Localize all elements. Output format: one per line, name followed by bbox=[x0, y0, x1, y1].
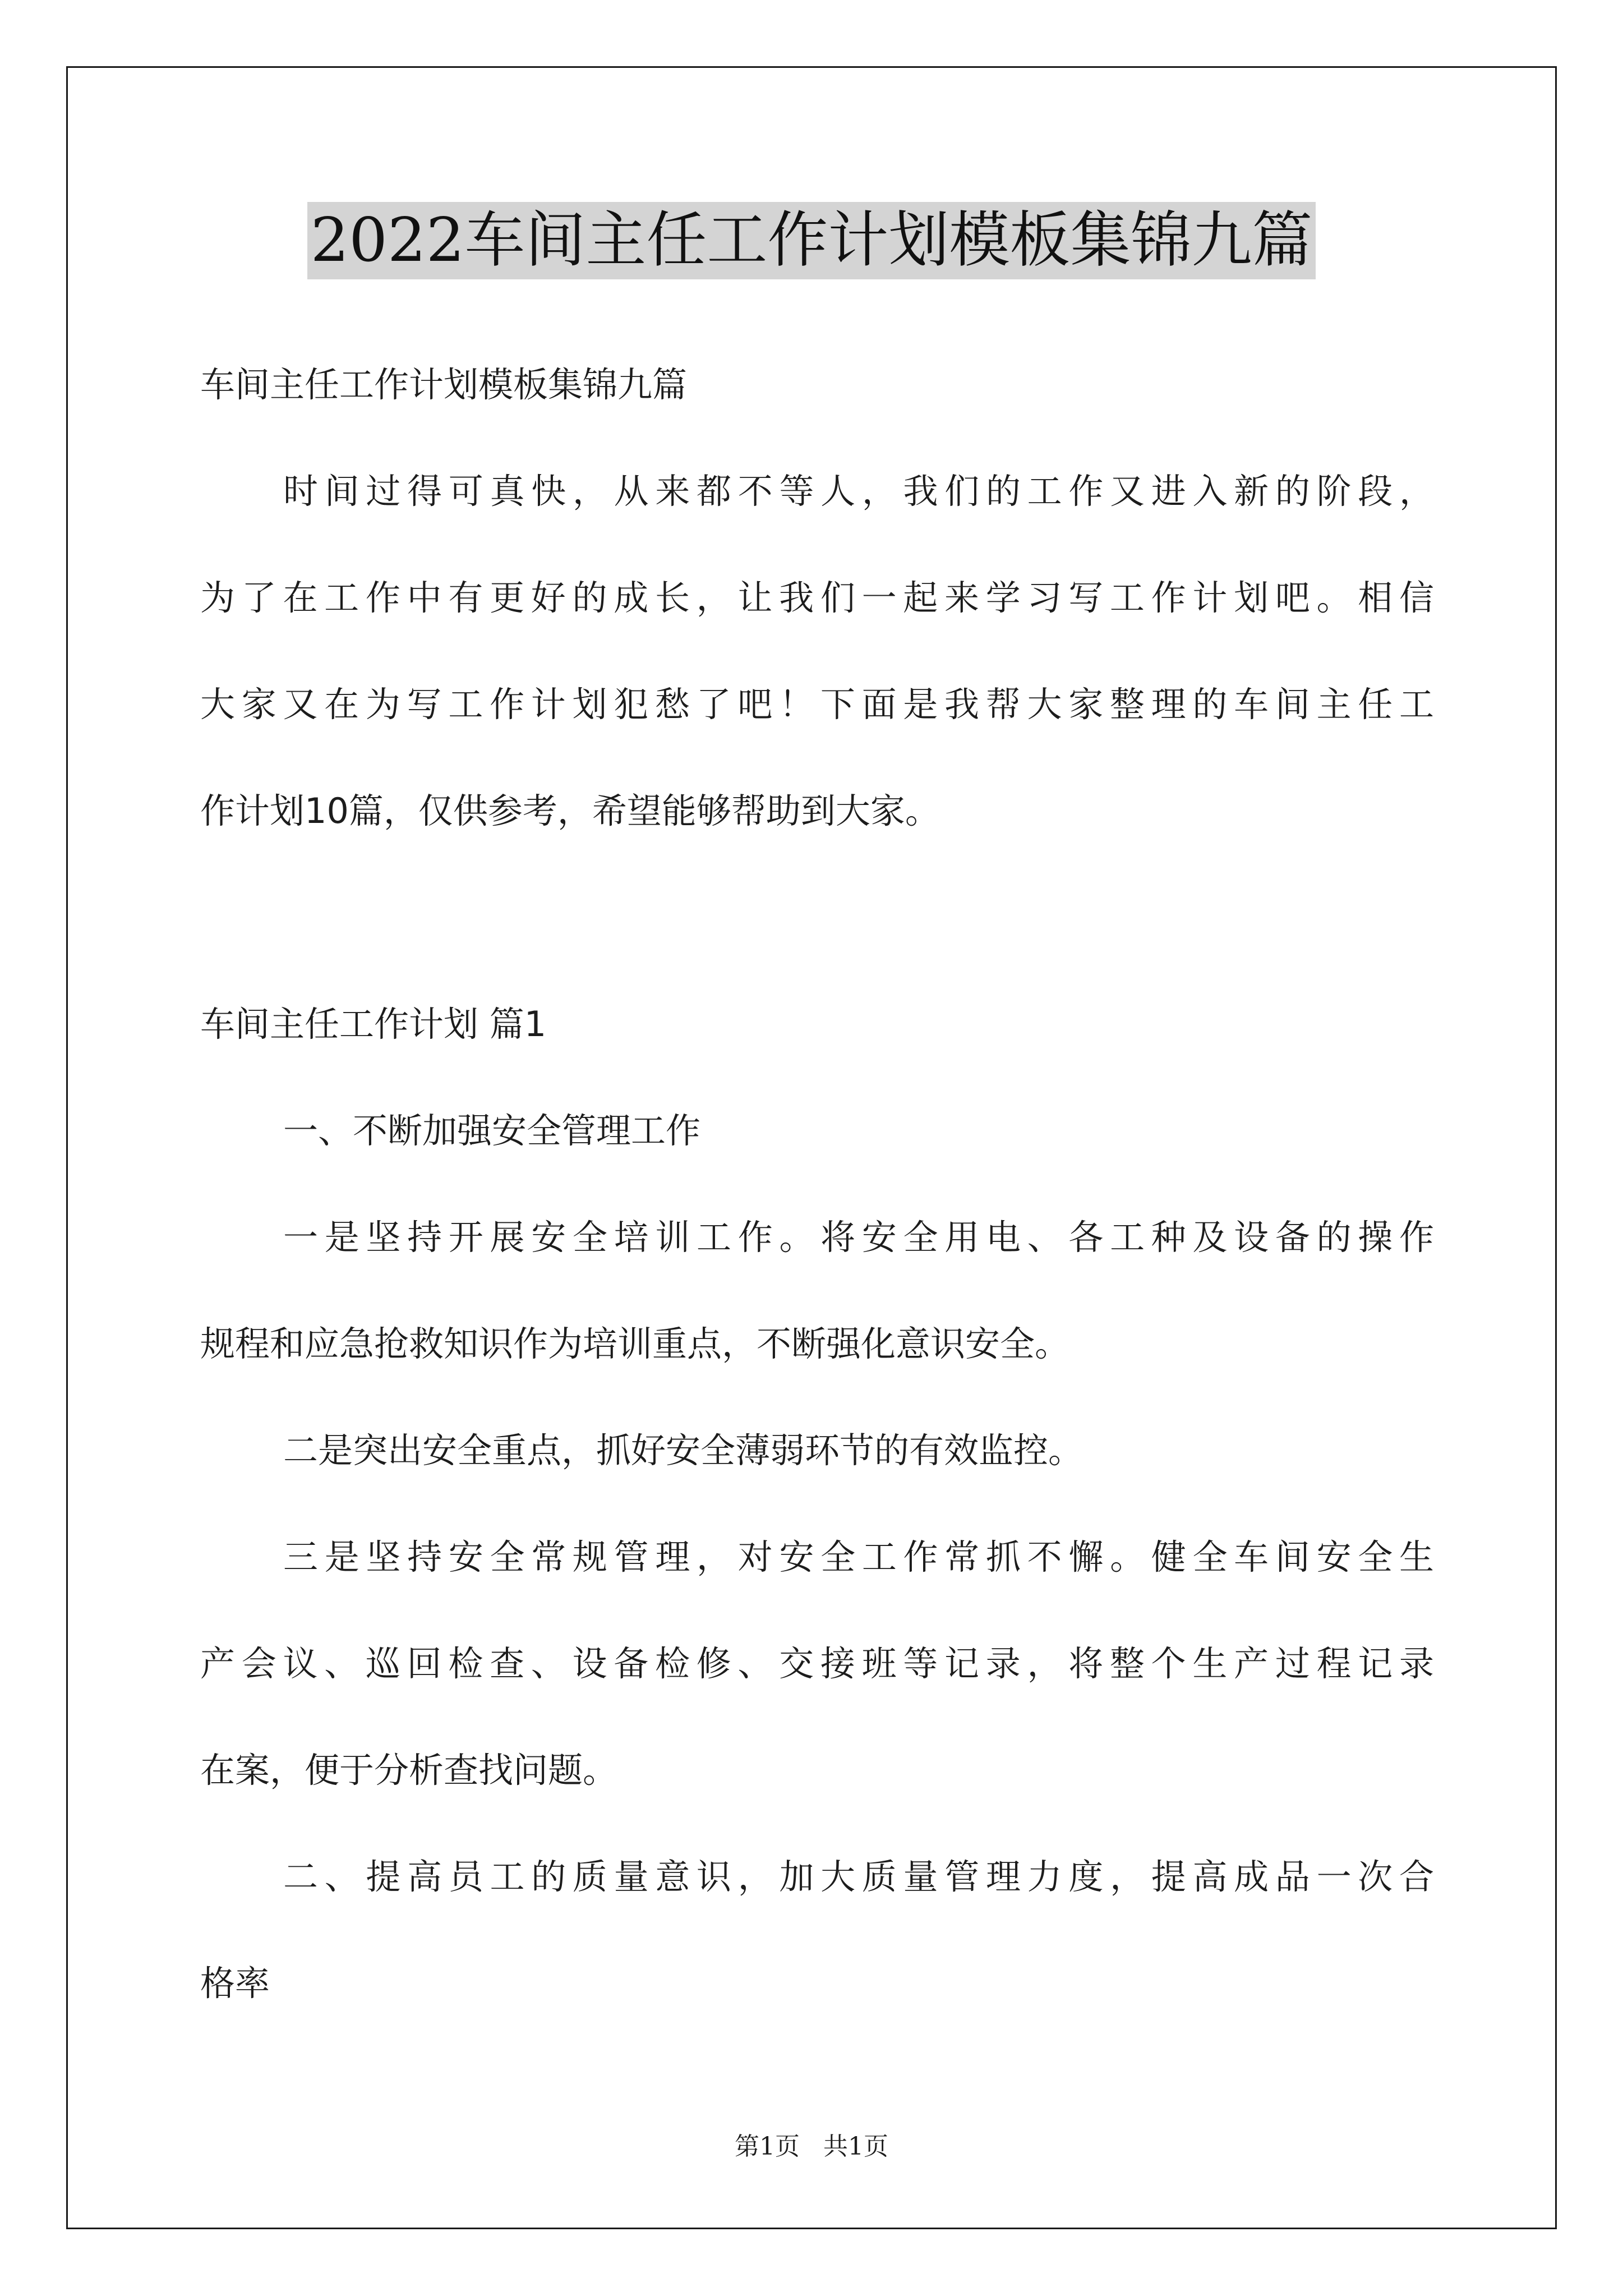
paragraph-line: 一是坚持开展安全培训工作。将安全用电、各工种及设备的操作 bbox=[283, 1217, 1434, 1258]
paragraph-line: 时间过得可真快，从来都不等人，我们的工作又进入新的阶段， bbox=[283, 471, 1434, 512]
paragraph-line: 为了在工作中有更好的成长，让我们一起来学习写工作计划吧。相信 bbox=[200, 577, 1434, 618]
paragraph-line: 在案，便于分析查找问题。 bbox=[200, 1750, 618, 1791]
paragraph-line: 规程和应急抢救知识作为培训重点，不断强化意识安全。 bbox=[200, 1323, 1070, 1364]
paragraph-line: 大家又在为写工作计划犯愁了吧！下面是我帮大家整理的车间主任工 bbox=[200, 684, 1434, 725]
paragraph-line: 作计划10篇，仅供参考，希望能够帮助到大家。 bbox=[200, 790, 940, 831]
subtitle-line: 车间主任工作计划模板集锦九篇 bbox=[200, 364, 688, 405]
paragraph-line: 二、提高员工的质量意识，加大质量管理力度，提高成品一次合 bbox=[283, 1856, 1434, 1897]
paragraph-line: 三是坚持安全常规管理，对安全工作常抓不懈。健全车间安全生 bbox=[283, 1536, 1434, 1577]
page-footer: 第1页 共1页 bbox=[735, 2132, 888, 2161]
paragraph-line: 格率 bbox=[200, 1963, 270, 2004]
paragraph-line: 产会议、巡回检查、设备检修、交接班等记录，将整个生产过程记录 bbox=[200, 1643, 1434, 1684]
document-title: 2022车间主任工作计划模板集锦九篇 bbox=[307, 202, 1316, 279]
paragraph-line: 二是突出安全重点，抓好安全薄弱环节的有效监控。 bbox=[283, 1430, 1083, 1471]
title-wrap bbox=[0, 202, 1623, 279]
section-heading: 车间主任工作计划 篇1 bbox=[200, 1004, 547, 1045]
paragraph-line: 一、不断加强安全管理工作 bbox=[283, 1110, 701, 1151]
